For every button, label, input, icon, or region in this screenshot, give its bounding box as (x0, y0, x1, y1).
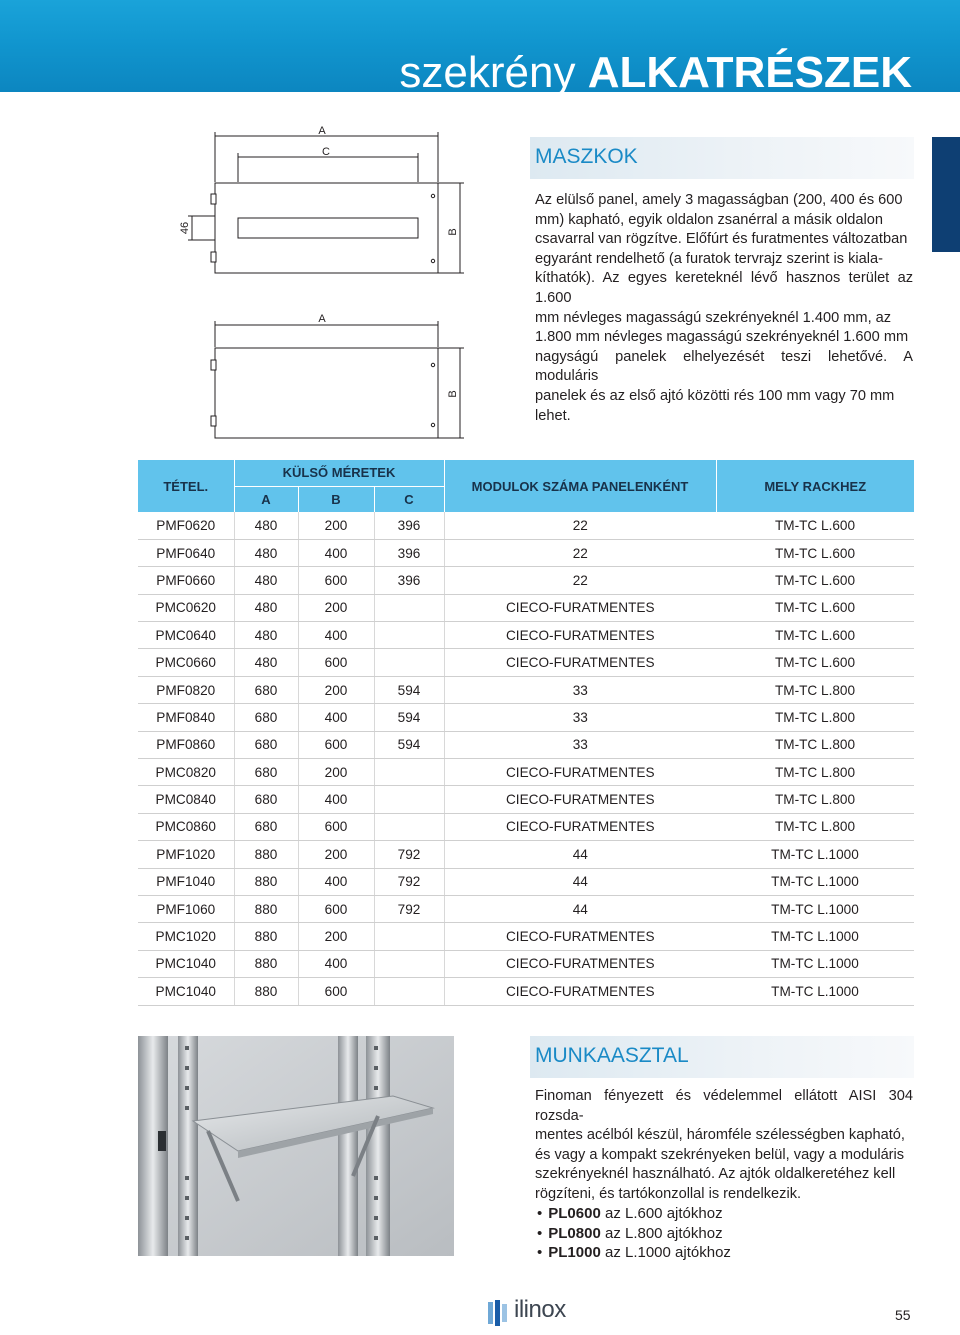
table-row (138, 759, 914, 786)
cell-a: 680 (234, 759, 298, 786)
cell-c (374, 950, 444, 977)
dim-label-b: B (447, 228, 459, 236)
cell-modules: CIECO-FURATMENTES (444, 950, 716, 977)
cell-a: 680 (234, 676, 298, 703)
page-title-bold: ALKATRÉSZEK (587, 48, 912, 97)
cell-c: 792 (374, 895, 444, 922)
cell-c: 396 (374, 539, 444, 566)
maszkok-line: Az elülső panel, amely 3 magasságban (200, 400 és 600 (535, 192, 903, 208)
cell-modules: CIECO-FURATMENTES (444, 813, 716, 840)
munkaasztal-text (535, 1087, 913, 1205)
maszkok-line: panelek és az első ajtó közötti rés 100 mm vagy 70 mm (535, 387, 895, 404)
cell-c: 792 (374, 868, 444, 895)
cell-item: PMC0640 (138, 622, 234, 649)
table-row (138, 649, 914, 676)
munkaasztal-line: és vagy a kompakt szekrényeken belül, vagy a moduláris (535, 1146, 905, 1163)
cell-c: 396 (374, 567, 444, 594)
cell-rack: TM-TC L.800 (716, 786, 914, 813)
cell-b: 400 (298, 704, 374, 731)
cell-modules: 44 (444, 895, 716, 922)
cell-a: 480 (234, 567, 298, 594)
table-row (138, 622, 914, 649)
cell-item: PMC0820 (138, 759, 234, 786)
cell-a: 680 (234, 704, 298, 731)
maszkok-line: mm) kapható, egyik oldalon zsanérral a másik oldalon (535, 211, 883, 228)
cell-b: 400 (298, 950, 374, 977)
cell-item: PMF0640 (138, 539, 234, 566)
cell-rack: TM-TC L.600 (716, 649, 914, 676)
bullet-text: az L.800 ajtókhoz (600, 1224, 723, 1242)
cell-rack: TM-TC L.600 (716, 567, 914, 594)
bullet-item (537, 1243, 731, 1263)
cell-c (374, 923, 444, 950)
cell-modules: CIECO-FURATMENTES (444, 759, 716, 786)
cell-rack: TM-TC L.1000 (716, 841, 914, 868)
cell-modules: 33 (444, 676, 716, 703)
munkaasztal-line: rögzíteni, és tartókonzollal is rendelkezik. (535, 1185, 802, 1202)
cell-item: PMF0820 (138, 676, 234, 703)
header-modules: MODULOK SZÁMA PANELENKÉNT (444, 460, 716, 512)
cell-b: 400 (298, 786, 374, 813)
cell-modules: CIECO-FURATMENTES (444, 622, 716, 649)
cell-a: 880 (234, 841, 298, 868)
cell-c: 594 (374, 731, 444, 758)
cell-rack: TM-TC L.800 (716, 676, 914, 703)
cell-modules: 22 (444, 567, 716, 594)
cell-c (374, 649, 444, 676)
cell-b: 600 (298, 731, 374, 758)
cell-b: 200 (298, 512, 374, 539)
cell-rack: TM-TC L.600 (716, 622, 914, 649)
cell-a: 480 (234, 649, 298, 676)
cell-item: PMC0620 (138, 594, 234, 621)
cell-b: 200 (298, 841, 374, 868)
cell-rack: TM-TC L.1000 (716, 868, 914, 895)
cell-rack: TM-TC L.600 (716, 512, 914, 539)
cell-c (374, 786, 444, 813)
cell-b: 200 (298, 759, 374, 786)
cell-item: PMF1020 (138, 841, 234, 868)
maszkok-text (535, 191, 913, 426)
maszkok-title: MASZKOK (530, 137, 914, 179)
dim-label-a2: A (318, 313, 326, 325)
table-row (138, 539, 914, 566)
maszkok-line: nagyságú panelek elhelyezését teszi lehetővé. A moduláris (535, 348, 913, 385)
cell-rack: TM-TC L.800 (716, 731, 914, 758)
table-row (138, 567, 914, 594)
page-number: 55 (895, 1307, 911, 1323)
munkaasztal-line: mentes acélból készül, háromféle szélességben kapható, (535, 1127, 905, 1144)
header-c: C (374, 486, 444, 512)
cell-b: 200 (298, 923, 374, 950)
panel-drawing (170, 122, 480, 447)
table-row (138, 923, 914, 950)
cell-a: 880 (234, 895, 298, 922)
header-rack: MELY RACKHEZ (716, 460, 914, 512)
maszkok-line: kíthatók). Az egyes kereteknél lévő hasznos terület az 1.600 (535, 270, 913, 306)
cell-item: PMC0860 (138, 813, 234, 840)
dim-label-c: C (322, 146, 330, 158)
header-a: A (234, 486, 298, 512)
table-row (138, 512, 914, 539)
table-row (138, 978, 914, 1005)
cell-a: 480 (234, 539, 298, 566)
cell-a: 680 (234, 813, 298, 840)
cell-a: 880 (234, 950, 298, 977)
header-item: TÉTEL. (138, 460, 234, 512)
cell-c (374, 622, 444, 649)
cell-modules: 33 (444, 704, 716, 731)
table-row (138, 895, 914, 922)
cell-c: 792 (374, 841, 444, 868)
cell-modules: CIECO-FURATMENTES (444, 649, 716, 676)
cell-c (374, 759, 444, 786)
dim-label-b2: B (447, 390, 459, 398)
cell-modules: 22 (444, 512, 716, 539)
maszkok-line: mm névleges magasságú szekrényeknél 1.400 mm, az (535, 309, 892, 326)
cell-modules: CIECO-FURATMENTES (444, 594, 716, 621)
table-row (138, 841, 914, 868)
munkaasztal-title: MUNKAASZTAL (530, 1036, 914, 1078)
cell-a: 480 (234, 512, 298, 539)
cell-modules: 44 (444, 841, 716, 868)
cell-c: 594 (374, 704, 444, 731)
maszkok-line: egyaránt rendelhető (a furatok tervrajz szerint is kiala- (535, 250, 883, 267)
cell-item: PMF0620 (138, 512, 234, 539)
bullet-code: PL1000 (548, 1244, 601, 1261)
cell-modules: 44 (444, 868, 716, 895)
logo-mark-icon (486, 1298, 516, 1328)
cell-c: 396 (374, 512, 444, 539)
cell-a: 480 (234, 622, 298, 649)
table-row (138, 868, 914, 895)
cell-b: 200 (298, 594, 374, 621)
cell-a: 480 (234, 594, 298, 621)
logo-text: ilinox (514, 1296, 566, 1323)
cell-rack: TM-TC L.1000 (716, 895, 914, 922)
product-bullet-list (537, 1204, 731, 1263)
cell-modules: 33 (444, 731, 716, 758)
page-title-thin: szekrény (399, 48, 576, 97)
bullet-item (537, 1224, 731, 1244)
cell-item: PMF1040 (138, 868, 234, 895)
table-row (138, 813, 914, 840)
bullet-code: PL0800 (548, 1224, 601, 1242)
cell-b: 600 (298, 895, 374, 922)
cell-modules: CIECO-FURATMENTES (444, 978, 716, 1005)
cell-rack: TM-TC L.600 (716, 539, 914, 566)
cell-rack: TM-TC L.800 (716, 759, 914, 786)
cell-item: PMF0660 (138, 567, 234, 594)
table-row (138, 950, 914, 977)
maszkok-line: csavarral van rögzítve. Előfúrt és furatmentes változatban (535, 231, 908, 248)
dim-label-a: A (318, 125, 326, 137)
cell-modules: CIECO-FURATMENTES (444, 923, 716, 950)
table-row (138, 594, 914, 621)
cell-item: PMC1020 (138, 923, 234, 950)
bullet-code: PL0600 (548, 1205, 601, 1222)
cell-b: 600 (298, 649, 374, 676)
cell-modules: 22 (444, 539, 716, 566)
cell-item: PMF1060 (138, 895, 234, 922)
cell-rack: TM-TC L.600 (716, 594, 914, 621)
cell-rack: TM-TC L.1000 (716, 978, 914, 1005)
table-row (138, 786, 914, 813)
cell-item: PMC1040 (138, 950, 234, 977)
cell-c: 594 (374, 676, 444, 703)
bullet-text: az L.1000 ajtókhoz (600, 1244, 731, 1261)
work-table-photo (138, 1036, 454, 1256)
cell-a: 880 (234, 868, 298, 895)
cell-b: 600 (298, 978, 374, 1005)
cell-c (374, 813, 444, 840)
cell-c (374, 594, 444, 621)
cell-a: 880 (234, 978, 298, 1005)
side-tab (932, 137, 960, 252)
cell-rack: TM-TC L.800 (716, 813, 914, 840)
cell-modules: CIECO-FURATMENTES (444, 786, 716, 813)
bullet-item (537, 1204, 731, 1224)
cell-a: 680 (234, 731, 298, 758)
maszkok-line: lehet. (535, 407, 571, 424)
dim-label-46: 46 (179, 221, 191, 235)
cell-b: 400 (298, 622, 374, 649)
cell-b: 600 (298, 813, 374, 840)
cell-item: PMC0840 (138, 786, 234, 813)
cell-b: 400 (298, 868, 374, 895)
munkaasztal-line: szekrényeknél használható. Az ajtók oldalkeretéhez kell (535, 1166, 896, 1183)
table-row (138, 676, 914, 703)
cell-item: PMF0860 (138, 731, 234, 758)
cell-item: PMC1040 (138, 978, 234, 1005)
cell-b: 200 (298, 676, 374, 703)
table-row (138, 731, 914, 758)
header-banner (0, 0, 960, 97)
maszkok-line: 1.800 mm névleges magasságú szekrényeknél 1.600 mm (535, 329, 909, 346)
page-title (399, 48, 912, 98)
cell-b: 600 (298, 567, 374, 594)
bullet-text: az L.600 ajtókhoz (600, 1205, 723, 1222)
munkaasztal-line: Finoman fényezett és védelemmel ellátott AISI 304 rozsda- (535, 1088, 913, 1124)
cell-rack: TM-TC L.1000 (716, 950, 914, 977)
table-row (138, 704, 914, 731)
cell-rack: TM-TC L.800 (716, 704, 914, 731)
cell-b: 400 (298, 539, 374, 566)
header-b: B (298, 486, 374, 512)
cell-rack: TM-TC L.1000 (716, 923, 914, 950)
cell-item: PMF0840 (138, 704, 234, 731)
cell-a: 680 (234, 786, 298, 813)
header-dimensions: KÜLSŐ MÉRETEK (234, 460, 444, 486)
cell-item: PMC0660 (138, 649, 234, 676)
cell-c (374, 978, 444, 1005)
spec-table (138, 460, 914, 1006)
cell-a: 880 (234, 923, 298, 950)
